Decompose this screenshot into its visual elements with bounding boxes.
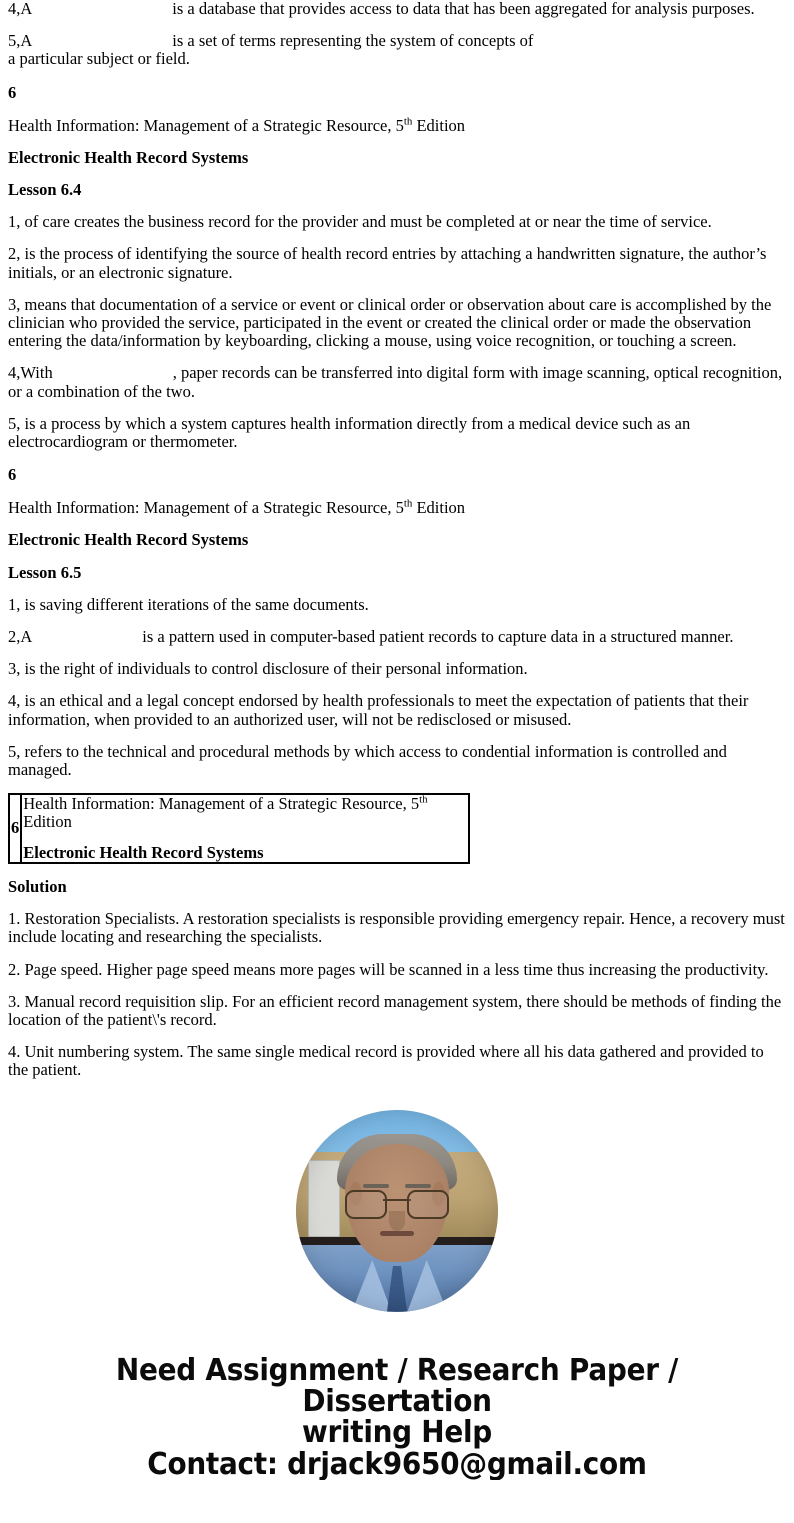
solution-heading: Solution <box>8 876 67 896</box>
paragraph-spacer <box>8 135 786 149</box>
lesson-6-5-item-3: 3, is the right of individuals to control disclosure of their personal information. <box>8 659 528 679</box>
chapter-title-2: Electronic Health Record Systems <box>8 530 249 550</box>
paragraph-spacer <box>8 979 786 993</box>
paragraph-spacer <box>8 947 786 961</box>
page-footer-table <box>8 793 470 864</box>
solution-item-3: 3. Manual record requisition slip. For an efficient record management system, there should be methods of finding the location of the patient\'s record. <box>8 991 782 1029</box>
paragraph-spacer <box>8 103 786 117</box>
ordinal-suffix: th <box>403 115 413 128</box>
table-book-title <box>23 795 467 831</box>
paragraph-spacer <box>8 729 786 743</box>
paragraph-spacer <box>8 779 786 793</box>
paragraph-spacer <box>8 167 786 181</box>
paragraph-spacer <box>8 350 786 364</box>
page-number-heading-2: 6 <box>8 465 17 485</box>
lesson-6-4-item-2: 2, is the process of identifying the source of health record entries by attaching a handwritten signature, the author’s initials, or an electronic signature. <box>8 244 767 282</box>
avatar-vignette <box>296 1110 498 1312</box>
ordinal-suffix: th <box>419 793 428 806</box>
table-cell-titles <box>21 794 469 863</box>
lesson-6-4-item-1: 1, of care creates the business record for the provider and must be completed at or near the time of service. <box>8 212 712 232</box>
lesson-6-4-item-4-prefix: 4,With <box>8 363 53 383</box>
lesson-6-5-item-2-text: is a pattern used in computer-based patient records to capture data in a structured manner. <box>142 627 734 647</box>
lesson-heading-6-4: Lesson 6.4 <box>8 180 82 200</box>
paragraph-spacer <box>8 1029 786 1043</box>
lesson-6-4-item-4-text: , paper records can be transferred into digital form with image scanning, optical recognition, or a combination of the two. <box>8 363 783 401</box>
avatar-container <box>8 1110 786 1317</box>
book-title-2-suffix: Edition <box>412 498 466 518</box>
lesson-6-4-item-5: 5, is a process by which a system captures health information directly from a medical device such as an electrocardiogram or thermometer. <box>8 413 691 452</box>
footer-line-1: Need Assignment / Research Paper / Dissertation <box>115 1352 679 1419</box>
lesson-6-5-item-2-prefix: 2,A <box>8 627 33 647</box>
paragraph-spacer <box>8 199 786 213</box>
paragraph-spacer <box>8 69 786 83</box>
lesson-6-5-item-5: 5, refers to the technical and procedural methods by which access to condential information is controlled and managed. <box>8 741 727 780</box>
chapter-title-1: Electronic Health Record Systems <box>8 147 249 167</box>
paragraph-spacer <box>8 896 786 910</box>
paragraph-spacer <box>8 582 786 596</box>
fragment-item-5-prefix: 5,A <box>8 31 33 51</box>
paragraph-spacer <box>8 18 786 32</box>
table-chapter-title: Electronic Health Record Systems <box>23 842 264 862</box>
book-title-1-main: Health Information: Management of a Strategic Resource, 5 <box>8 115 404 135</box>
ordinal-suffix: th <box>403 497 413 510</box>
fragment-item-5-text: is a set of terms representing the system of concepts of <box>172 31 534 51</box>
fragment-item-4-text: is a database that provides access to data that has been aggregated for analysis purposes. <box>172 0 755 18</box>
solution-item-1: 1. Restoration Specialists. A restoration specialists is responsible providing emergency repair. Hence, a recovery must include locating and researching the specialists. <box>8 909 785 947</box>
paragraph-spacer <box>8 678 786 692</box>
book-title-1-suffix: Edition <box>412 115 466 135</box>
paragraph-spacer <box>8 614 786 628</box>
paragraph-spacer <box>8 646 786 660</box>
lesson-heading-6-5: Lesson 6.5 <box>8 562 82 582</box>
lesson-6-4-item-4 <box>8 364 786 400</box>
lesson-6-5-item-2 <box>8 628 786 646</box>
footer-advert <box>8 1352 786 1480</box>
paragraph-spacer <box>8 517 786 531</box>
page-number-heading-1: 6 <box>8 82 17 102</box>
paragraph-spacer <box>8 231 786 245</box>
fragment-item-4 <box>8 0 786 18</box>
paragraph-spacer <box>8 864 786 878</box>
table-row <box>9 794 469 863</box>
solution-item-2: 2. Page speed. Higher page speed means more pages will be scanned in a less time thus increasing the productivity. <box>8 959 769 979</box>
table-book-title-main: Health Information: Management of a Strategic Resource, 5 <box>23 794 420 814</box>
fragment-item-5 <box>8 32 786 68</box>
book-title-2-main: Health Information: Management of a Strategic Resource, 5 <box>8 498 404 518</box>
footer-contact-line: Contact: drjack9650@gmail.com <box>147 1446 647 1480</box>
lesson-6-5-item-4: 4, is an ethical and a legal concept endorsed by health professionals to meet the expectation of patients that their information, when provided to an authorized user, will not be redisclosed or misused. <box>8 691 749 729</box>
paragraph-spacer <box>8 451 786 465</box>
paragraph-spacer <box>8 401 786 415</box>
book-title-2 <box>8 499 786 517</box>
lesson-6-5-item-1: 1, is saving different iterations of the same documents. <box>8 594 369 614</box>
paragraph-spacer <box>8 282 786 296</box>
fragment-item-4-prefix: 4,A <box>8 0 33 18</box>
lesson-6-4-item-3: 3, means that documentation of a service or event or clinical order or observation about care is accomplished by the clinician who provided the service, participated in the event or created the clinical order or made the observation entering the data/information by keyboarding, clicking a mouse, using voice recognition, or touching a screen. <box>8 294 772 351</box>
table-book-title-suffix: Edition <box>23 812 72 832</box>
avatar <box>296 1110 498 1312</box>
fragment-item-5-line2: a particular subject or field. <box>8 49 190 69</box>
paragraph-spacer <box>8 550 786 564</box>
footer-line-2: writing Help <box>301 1414 493 1450</box>
solution-item-4: 4. Unit numbering system. The same single medical record is provided where all his data gathered and provided to the patient. <box>8 1042 764 1080</box>
book-title-1 <box>8 117 786 135</box>
table-cell-page-number: 6 <box>9 794 21 863</box>
